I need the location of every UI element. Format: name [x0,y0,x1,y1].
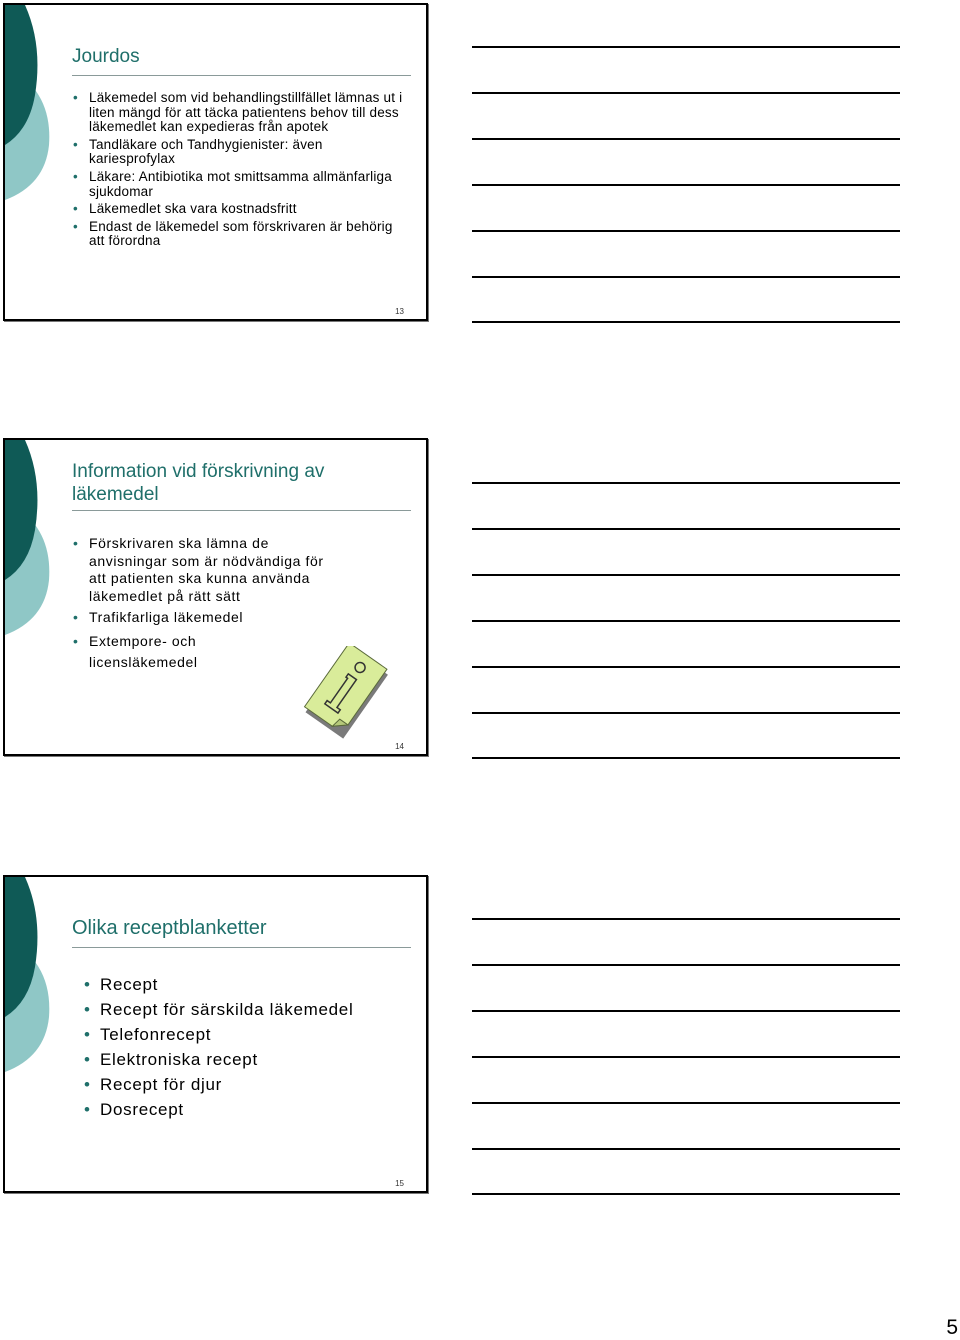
note-line [472,1193,900,1195]
bullet-item: • Recept [84,975,404,995]
note-line [472,918,900,920]
note-line [472,230,900,232]
note-line [472,964,900,966]
bullet-item: • Läkemedlet ska vara kostnadsfritt [73,202,403,217]
note-line [472,138,900,140]
bullet-item: • Förskrivaren ska lämna de anvisningar som är nödvändiga för att patienten ska kunna använda läkemedlet på rätt sätt [73,535,338,605]
note-line [472,757,900,759]
slide-title: Jourdos [72,46,140,67]
slide-13 [3,3,428,321]
bullet-item: • Telefonrecept [84,1025,404,1045]
note-line [472,712,900,714]
bullet-item: • Endast de läkemedel som förskrivaren är behörig att förordna [73,220,403,249]
note-line [472,321,900,323]
bullet-item: • Recept för särskilda läkemedel [84,1000,404,1020]
title-rule [72,75,411,76]
bullet-item: • Recept för djur [84,1075,404,1095]
note-line [472,620,900,622]
bullet-item: • Läkare: Antibiotika mot smittsamma allmänfarliga sjukdomar [73,170,403,199]
slide-title: Information vid förskrivning av läkemedel [72,461,325,505]
slide-corner-decoration [5,5,55,205]
note-line [472,276,900,278]
note-line [472,184,900,186]
bullet-item: • Tandläkare och Tandhygienister: även kariesprofylax [73,138,403,167]
note-line [472,1148,900,1150]
note-line [472,1102,900,1104]
title-rule [72,510,411,511]
note-line [472,46,900,48]
slide-corner-decoration [5,440,55,640]
bullet-list [84,975,404,1125]
note-line [472,528,900,530]
note-line [472,1010,900,1012]
slide-corner-decoration [5,877,55,1077]
title-rule [72,947,411,948]
note-line [472,574,900,576]
bullet-item: • Extempore- och licensläkemedel [73,631,229,673]
bullet-list [73,91,403,252]
bullet-item: • Läkemedel som vid behandlingstillfället lämnas ut i liten mängd för att täcka patientens behov till dess läkemedlet kan expedieras från apotek [73,91,403,135]
note-line [472,666,900,668]
slide-number: 13 [395,307,404,316]
bullet-item: • Trafikfarliga läkemedel [73,609,338,627]
page-number: 5 [946,1316,958,1339]
bullet-item: • Elektroniska recept [84,1050,404,1070]
note-line [472,1056,900,1058]
slide-number: 15 [395,1179,404,1188]
slide-15 [3,875,428,1193]
slide-number: 14 [395,742,404,751]
bullet-item: • Dosrecept [84,1100,404,1120]
note-line [472,482,900,484]
bullet-list [73,535,338,677]
slide-14 [3,438,428,756]
slide-title: Olika receptblanketter [72,917,267,939]
info-note-icon [300,646,390,746]
note-line [472,92,900,94]
